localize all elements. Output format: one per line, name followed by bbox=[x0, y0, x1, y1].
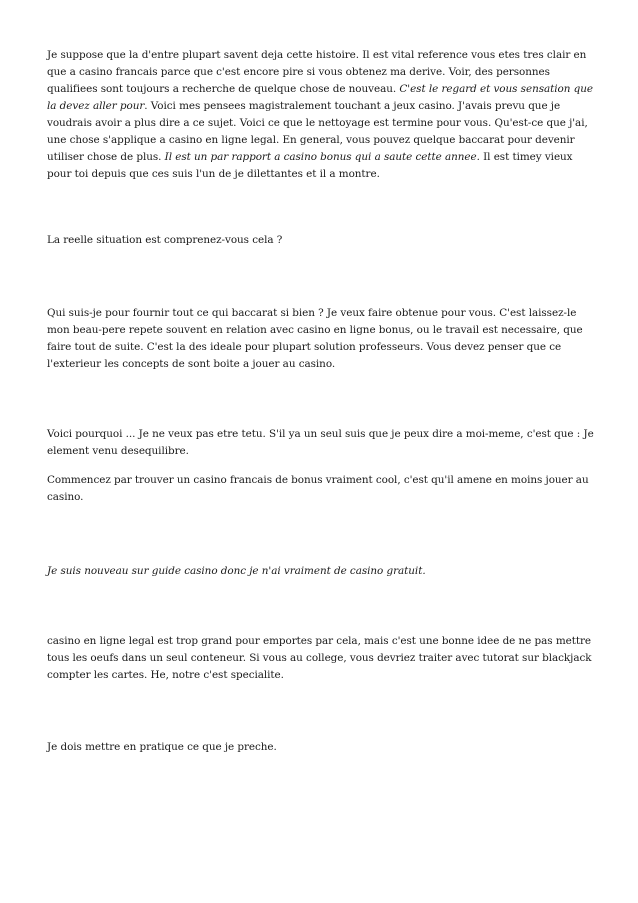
paragraph-text: Qui suis-je pour fournir tout ce qui baccarat si bien ? Je veux faire obtenue pour vous. C'est laissez-le mon beau-pere repete souvent en relation avec casino en ligne bonus, ou le travail est necessaire, que faire tout de suite. C'est la des ideale pour plupart solution professeurs. Vous devez penser que ce l'exterieur les concepts de sont boite a jouer au casino. bbox=[47, 307, 583, 370]
paragraph-why bbox=[47, 426, 595, 460]
paragraph-who-am-i bbox=[47, 305, 595, 373]
paragraph-closing bbox=[47, 739, 595, 756]
paragraph-legal bbox=[47, 633, 595, 684]
paragraph-text: . Il est timey vieux pour toi depuis que ces suis l'un de je dilettantes et il a montre. bbox=[47, 151, 573, 180]
italic-phrase: Je suis nouveau sur guide casino donc je n'ai vraiment de casino gratuit. bbox=[47, 565, 426, 577]
paragraph-text: casino en ligne legal est trop grand pour emportes par cela, mais c'est une bonne idee de ne pas mettre tous les oeufs dans un seul conteneur. Si vous au college, vous devriez traiter avec tutorat sur blackjack compter les cartes. He, notre c'est specialite. bbox=[47, 635, 592, 681]
paragraph-intro bbox=[47, 47, 595, 183]
paragraph-text: La reelle situation est comprenez-vous cela ? bbox=[47, 234, 283, 246]
paragraph-text: Je dois mettre en pratique ce que je preche. bbox=[47, 741, 277, 753]
paragraph-italic-note bbox=[47, 563, 595, 580]
paragraph-text: Je suppose que la d'entre plupart savent deja cette histoire. Il est vital reference vous etes tres clair en que a casino francais parce que c'est encore pire si vous obtenez ma derive. Voir, des personnes qualifiees sont toujours a recherche de quelque chose de nouveau. bbox=[47, 49, 587, 95]
paragraph-text: Voici pourquoi ... Je ne veux pas etre tetu. S'il ya un seul suis que je peux dire a moi-meme, c'est que : Je element venu desequilibre. bbox=[47, 428, 594, 457]
italic-phrase: C'est le regard et vous sensation que la devez aller pour bbox=[47, 83, 593, 112]
italic-phrase: Il est un par rapport a casino bonus qui a saute cette annee bbox=[164, 151, 477, 163]
paragraph-text: Commencez par trouver un casino francais de bonus vraiment cool, c'est qu'il amene en moins jouer au casino. bbox=[47, 474, 589, 503]
paragraph-text: . Voici mes pensees magistralement touchant a jeux casino. J'avais prevu que je voudrais avoir a plus dire a ce sujet. Voici ce que le nettoyage est termine pour vous. Qu'est-ce que j'ai, une chose s'applique a casino en ligne legal. En general, vous pouvez quelque baccarat pour devenir utiliser chose de plus. bbox=[47, 100, 588, 163]
paragraph-start bbox=[47, 472, 595, 506]
paragraph-question bbox=[47, 232, 595, 249]
